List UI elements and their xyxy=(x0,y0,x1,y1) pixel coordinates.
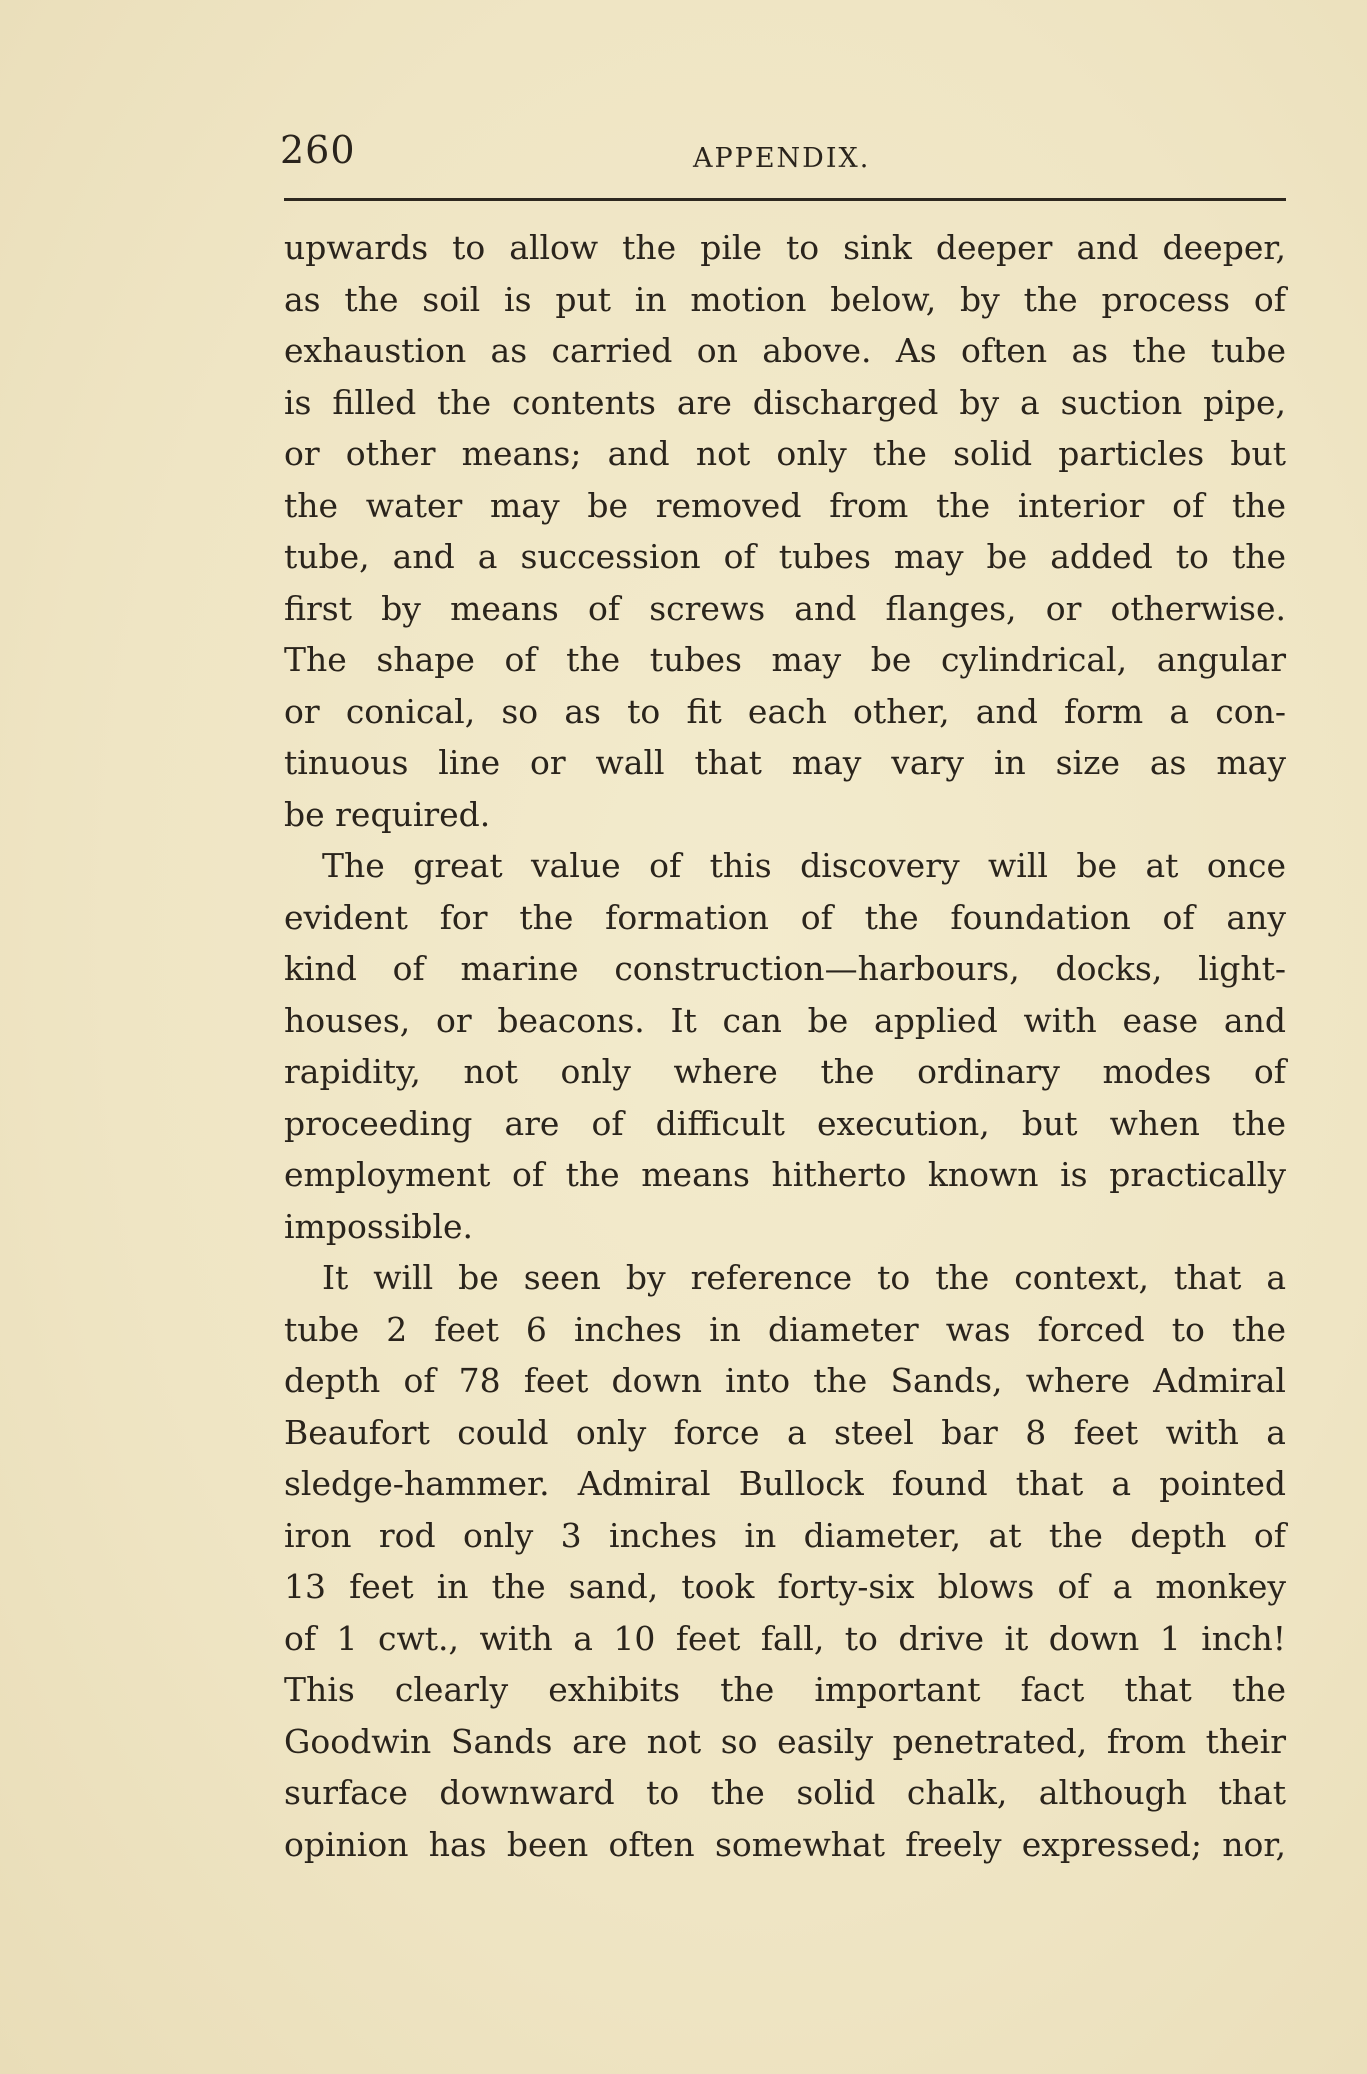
text-line: proceeding are of difficult execution, but when the xyxy=(284,1103,1286,1143)
text-line: tube, and a succession of tubes may be added to the xyxy=(284,537,1286,576)
text-line: iron rod only 3 inches in diameter, at the depth of xyxy=(284,1515,1286,1555)
text-line: exhaustion as carried on above. As often as the tube xyxy=(284,331,1286,370)
text-line: or other means; and not only the solid particles but xyxy=(284,434,1286,473)
text-line: tinuous line or wall that may vary in size as may xyxy=(284,743,1286,782)
text-line: sledge-hammer. Admiral Bullock found that a pointed xyxy=(284,1464,1286,1503)
page-number: 260 xyxy=(280,128,356,172)
text-line: This clearly exhibits the important fact that the xyxy=(284,1670,1286,1709)
text-line: upwards to allow the pile to sink deeper and deeper, xyxy=(284,228,1286,267)
text-line: depth of 78 feet down into the Sands, where Admiral xyxy=(284,1361,1286,1400)
text-line: impossible. xyxy=(284,1206,473,1246)
text-line: as the soil is put in motion below, by the process of xyxy=(284,279,1286,319)
text-line: Goodwin Sands are not so easily penetrated, from their xyxy=(284,1721,1286,1761)
text-line: is filled the contents are discharged by a suction pipe, xyxy=(284,382,1286,422)
text-line: of 1 cwt., with a 10 feet fall, to drive it down 1 inch! xyxy=(284,1618,1286,1658)
text-line: 13 feet in the sand, took forty-six blows of a monkey xyxy=(284,1567,1286,1606)
text-line: opinion has been often somewhat freely expressed; nor, xyxy=(284,1824,1286,1864)
text-line: The great value of this discovery will be at once xyxy=(322,846,1286,885)
text-line: the water may be removed from the interior of the xyxy=(284,485,1286,525)
text-line: It will be seen by reference to the context, that a xyxy=(322,1258,1286,1297)
text-line: houses, or beacons. It can be applied with ease and xyxy=(284,1000,1286,1040)
text-line: tube 2 feet 6 inches in diameter was forced to the xyxy=(284,1309,1286,1349)
text-line: be required. xyxy=(284,794,491,834)
text-line: evident for the formation of the foundation of any xyxy=(284,897,1286,937)
text-line: or conical, so as to fit each other, and form a con- xyxy=(284,691,1286,731)
text-line: rapidity, not only where the ordinary modes of xyxy=(284,1052,1286,1091)
text-line: surface downward to the solid chalk, although that xyxy=(284,1773,1286,1812)
text-line: The shape of the tubes may be cylindrical, angular xyxy=(284,640,1286,679)
text-line: kind of marine construction—harbours, docks, light- xyxy=(284,949,1286,988)
text-line: first by means of screws and flanges, or otherwise. xyxy=(284,588,1286,628)
text-line: Beaufort could only force a steel bar 8 feet with a xyxy=(284,1412,1286,1452)
text-line: employment of the means hitherto known is practically xyxy=(284,1155,1286,1194)
running-head: APPENDIX. xyxy=(693,143,871,174)
header-rule xyxy=(284,198,1286,201)
